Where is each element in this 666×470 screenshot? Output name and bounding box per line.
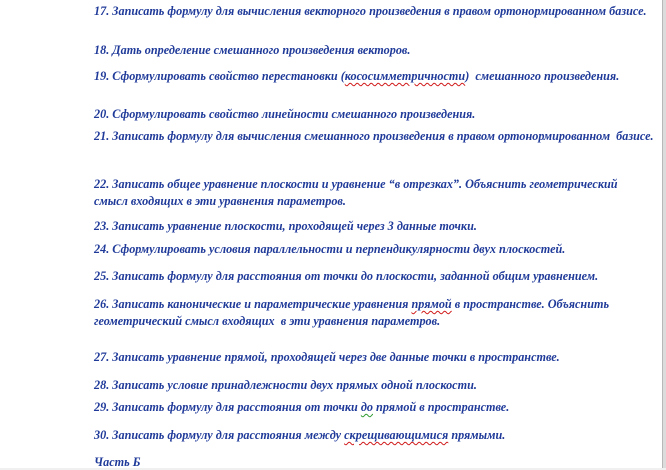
item-number: 18. (94, 43, 110, 57)
spelling-flagged-word: прямой (411, 297, 452, 311)
list-item (94, 427, 654, 444)
item-number: 17. (94, 4, 110, 18)
item-text: Записать условие принадлежности двух прямых одной плоскости. (112, 378, 477, 392)
item-number: 19. (94, 69, 110, 83)
item-number: 24. (94, 242, 110, 256)
item-number: 21. (94, 129, 110, 143)
item-number: 20. (94, 107, 110, 121)
list-item (94, 296, 654, 329)
list-item (94, 268, 654, 285)
item-text: Записать формулу для расстояния между (112, 428, 345, 442)
item-number: 23. (94, 219, 110, 233)
list-item (94, 218, 654, 235)
item-text: Записать формулу для расстояния от точки (112, 400, 361, 414)
list-item (94, 42, 654, 59)
item-text: Записать уравнение прямой, проходящей через две данные точки в пространстве. (112, 350, 560, 364)
item-text: Записать канонические и параметрические уравнения (112, 297, 412, 311)
item-text: прямыми. (448, 428, 506, 442)
section-heading: Часть Б (94, 455, 141, 469)
item-number: 25. (94, 269, 110, 283)
grammar-flagged-word: до (360, 400, 373, 414)
list-item (94, 128, 654, 145)
item-text: Записать формулу для вычисления векторного произведения в правом ортонормированном базисе. (112, 4, 647, 18)
list-item (94, 241, 654, 258)
item-text: Записать общее уравнение плоскости и уравнение “в отрезках”. Объяснить геометрический смысл входящих в эти уравнения параметров. (94, 177, 621, 208)
list-item (94, 3, 654, 20)
item-text: Дать определение смешанного произведения векторов. (112, 43, 411, 57)
item-text: Сформулировать свойство перестановки ( (112, 69, 345, 83)
item-number: 28. (94, 378, 110, 392)
item-number: 29. (94, 400, 110, 414)
item-text: ) смешанного произведения. (465, 69, 620, 83)
spelling-flagged-word: скрещивающимися (344, 428, 449, 442)
item-text: Записать уравнение плоскости, проходящей через 3 данные точки. (112, 219, 477, 233)
list-item (94, 349, 654, 366)
list-item (94, 176, 654, 209)
item-number: 22. (94, 177, 110, 191)
item-text: прямой в пространстве. (373, 400, 510, 414)
item-number: 30. (94, 428, 110, 442)
item-text: Записать формулу для расстояния от точки до плоскости, заданной общим уравнением. (112, 269, 599, 283)
item-text: Сформулировать свойство линейности смешанного произведения. (112, 107, 476, 121)
list-item (94, 68, 654, 85)
item-text: в пространстве. Объяснить геометрический смысл входящих в эти уравнения параметров. (94, 297, 613, 328)
list-item (94, 106, 654, 123)
list-item (94, 377, 654, 394)
spelling-flagged-word: кососимметричности (344, 69, 466, 83)
item-text: Записать формулу для вычисления смешанного произведения в правом ортонормированном базисе. (112, 129, 654, 143)
item-number: 26. (94, 297, 110, 311)
item-text: Сформулировать условия параллельности и перпендикулярности двух плоскостей. (112, 242, 566, 256)
item-number: 27. (94, 350, 110, 364)
list-item (94, 399, 654, 416)
